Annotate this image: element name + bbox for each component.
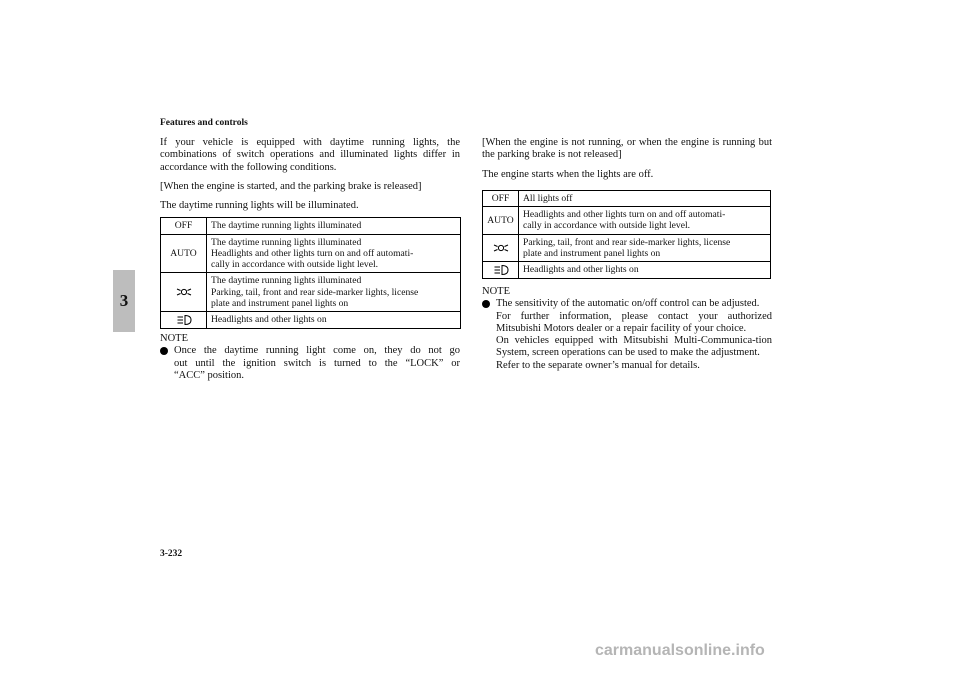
table-row	[161, 273, 461, 312]
page-number: 3-232	[160, 549, 183, 559]
table-cell: All lights off	[519, 190, 771, 206]
headlight-icon	[161, 311, 207, 328]
table-row	[483, 190, 771, 206]
table-row	[483, 207, 771, 234]
switch-position: OFF	[483, 190, 519, 206]
table-row	[161, 234, 461, 273]
table-row	[483, 234, 771, 261]
table-cell: Headlights and other lights on	[519, 261, 771, 278]
left-column	[160, 137, 460, 382]
headlight-icon	[483, 261, 519, 278]
table-row	[161, 311, 461, 328]
section-header: Features and controls	[160, 118, 248, 128]
note-title: NOTE	[482, 285, 510, 297]
switch-position: AUTO	[483, 207, 519, 234]
table-row	[161, 218, 461, 234]
bullet-icon	[482, 298, 496, 372]
table-row	[483, 261, 771, 278]
note-item: The sensitivity of the automatic on/off control can be adjusted. For further information, please contact your authorized Mitsubishi Motors dealer or a repair facility of your choice. On vehicles equipped with Mitsubishi Multi-Communica-tion System, screen operations can be used to make the adjustment. Refer to the separate owner’s manual for details.	[482, 298, 772, 372]
intro-paragraph: If your vehicle is equipped with daytime running lights, the combinations of switch operations and illuminated lights differ in accordance with the following conditions.	[160, 137, 460, 173]
table-cell: Parking, tail, front and rear side-marker lights, license plate and instrument panel lights on	[519, 234, 771, 261]
switch-position: AUTO	[161, 234, 207, 273]
note-item: Once the daytime running light come on, they do not go out until the ignition switch is turned to the “LOCK” or “ACC” position.	[160, 345, 460, 382]
right-lights-table	[482, 190, 771, 279]
table-cell: The daytime running lights illuminated	[207, 218, 461, 234]
chapter-tab	[113, 270, 135, 332]
left-condition: [When the engine is started, and the parking brake is released]	[160, 180, 422, 192]
right-column	[482, 137, 772, 372]
table-cell: The daytime running lights illuminated Parking, tail, front and rear side-marker lights, license plate and instrument panel lights on	[207, 273, 461, 312]
bullet-icon	[160, 345, 174, 382]
right-condition: [When the engine is not running, or when the engine is running but the parking brake is not released]	[482, 137, 772, 161]
switch-position: OFF	[161, 218, 207, 234]
parking-light-icon	[483, 234, 519, 261]
left-lights-table	[160, 217, 461, 328]
table-cell: Headlights and other lights on	[207, 311, 461, 328]
table-cell: Headlights and other lights turn on and off automati- cally in accordance with outside light level.	[519, 207, 771, 234]
table-cell: The daytime running lights illuminated Headlights and other lights turn on and off automati- cally in accordance with outside light level.	[207, 234, 461, 273]
note-title: NOTE	[160, 332, 188, 344]
watermark: carmanualsonline.info	[595, 642, 765, 659]
right-statement: The engine starts when the lights are off.	[482, 168, 654, 180]
chapter-number: 3	[119, 291, 129, 310]
parking-light-icon	[161, 273, 207, 312]
left-statement: The daytime running lights will be illuminated.	[160, 200, 359, 212]
